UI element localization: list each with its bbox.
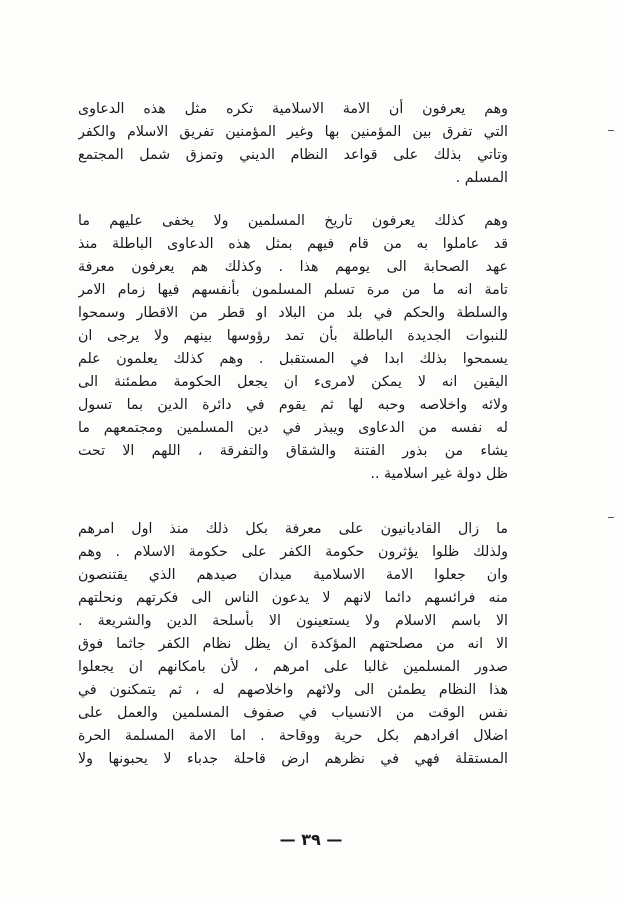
- text-line: وهم كذلك يعرفون تاريخ المسلمين ولا يخفى عليهم ما: [78, 213, 508, 229]
- paragraph-1: [78, 98, 508, 190]
- text-line: والسلطة والحكم في بلد من البلاد او قطر من الاقطار وسمحوا: [78, 305, 508, 321]
- text-line: المسلم .: [455, 170, 508, 186]
- paragraph-3: [78, 518, 508, 771]
- text-line: صدور المسلمين غالبا على امرهم ، لأن بامكانهم ان يجعلوا: [78, 659, 508, 675]
- text-line: وان جعلوا الامة الاسلامية ميدان صيدهم الذي يقتنصون: [78, 567, 508, 583]
- text-line: نفس الوقت من الانسياب في صفوف المسلمين والعمل على: [78, 705, 508, 721]
- text-line: للنبوات الجديدة الباطلة بأن تمد رؤوسها بينهم ولا يرجى ان: [78, 328, 508, 344]
- text-line: يسمحوا بذلك ابدا في المستقبل . وهم كذلك يعلمون علم: [78, 351, 508, 367]
- text-line: تامة انه ما من مرة تسلم المسلمون بأنفسهم فيها زمام الامر: [78, 282, 508, 298]
- text-line: الا باسم الاسلام ولا يستعينون الا بأسلحة الدين والشريعة .: [78, 613, 508, 629]
- text-line: ظل دولة غير اسلامية ..: [370, 466, 508, 482]
- margin-mark: [608, 517, 614, 518]
- text-line: وهم يعرفون أن الامة الاسلامية تكره مثل هذه الدعاوى: [78, 101, 508, 117]
- text-line: اليقين انه لا يمكن لامرىء ان يجعل الحكومة مطمئنة الى: [78, 374, 508, 390]
- text-line: الا انه من مصلحتهم المؤكدة ان يظل نظام الكفر جاثما فوق: [78, 636, 508, 652]
- text-line: المستقلة فهي في نظرهم ارض قاحلة جدباء لا يحبونها ولا: [78, 751, 508, 767]
- text-line: عهد الصحابة الى يومهم هذا . وكذلك هم يعرفون معرفة: [78, 259, 508, 275]
- text-line: له نفسه من الدعاوى ويبذر في دين المسلمين ومجتمعهم ما: [78, 420, 508, 436]
- text-line: هذا النظام يطمئن الى ولائهم واخلاصهم له ، ثم يتمكنون في: [78, 682, 508, 698]
- text-line: منه فرائسهم دائما لانهم لا يدعون الناس الى فكرتهم ونحلتهم: [78, 590, 508, 606]
- text-line: اضلال افرادهم بكل حرية ووقاحة . اما الامة المسلمة الحرة: [78, 728, 508, 744]
- page-number: — ٣٩ —: [279, 830, 343, 849]
- text-line: ولائه واخلاصه وحبه لها ثم يقوم في دائرة الدين بما تسول: [78, 397, 508, 413]
- text-line: يشاء من بذور الفتنة والشقاق والتفرقة ، اللهم الا تحت: [78, 443, 508, 459]
- margin-mark: [608, 130, 614, 131]
- text-line: وتاتي بذلك على قواعد النظام الديني وتمزق شمل المجتمع: [78, 147, 508, 163]
- paragraph-2: [78, 210, 508, 486]
- text-line: ما زال القاديانيون على معرفة بكل ذلك منذ اول امرهم: [78, 521, 508, 537]
- text-line: ولذلك ظلوا يؤثرون حكومة الكفر على حكومة الاسلام . وهم: [78, 544, 508, 560]
- text-line: التي تفرق بين المؤمنين بها وغير المؤمنين تفريق الاسلام والكفر: [78, 124, 508, 140]
- text-line: قد عاملوا به من قام فيهم بمثل هذه الدعاوى الباطلة منذ: [78, 236, 508, 252]
